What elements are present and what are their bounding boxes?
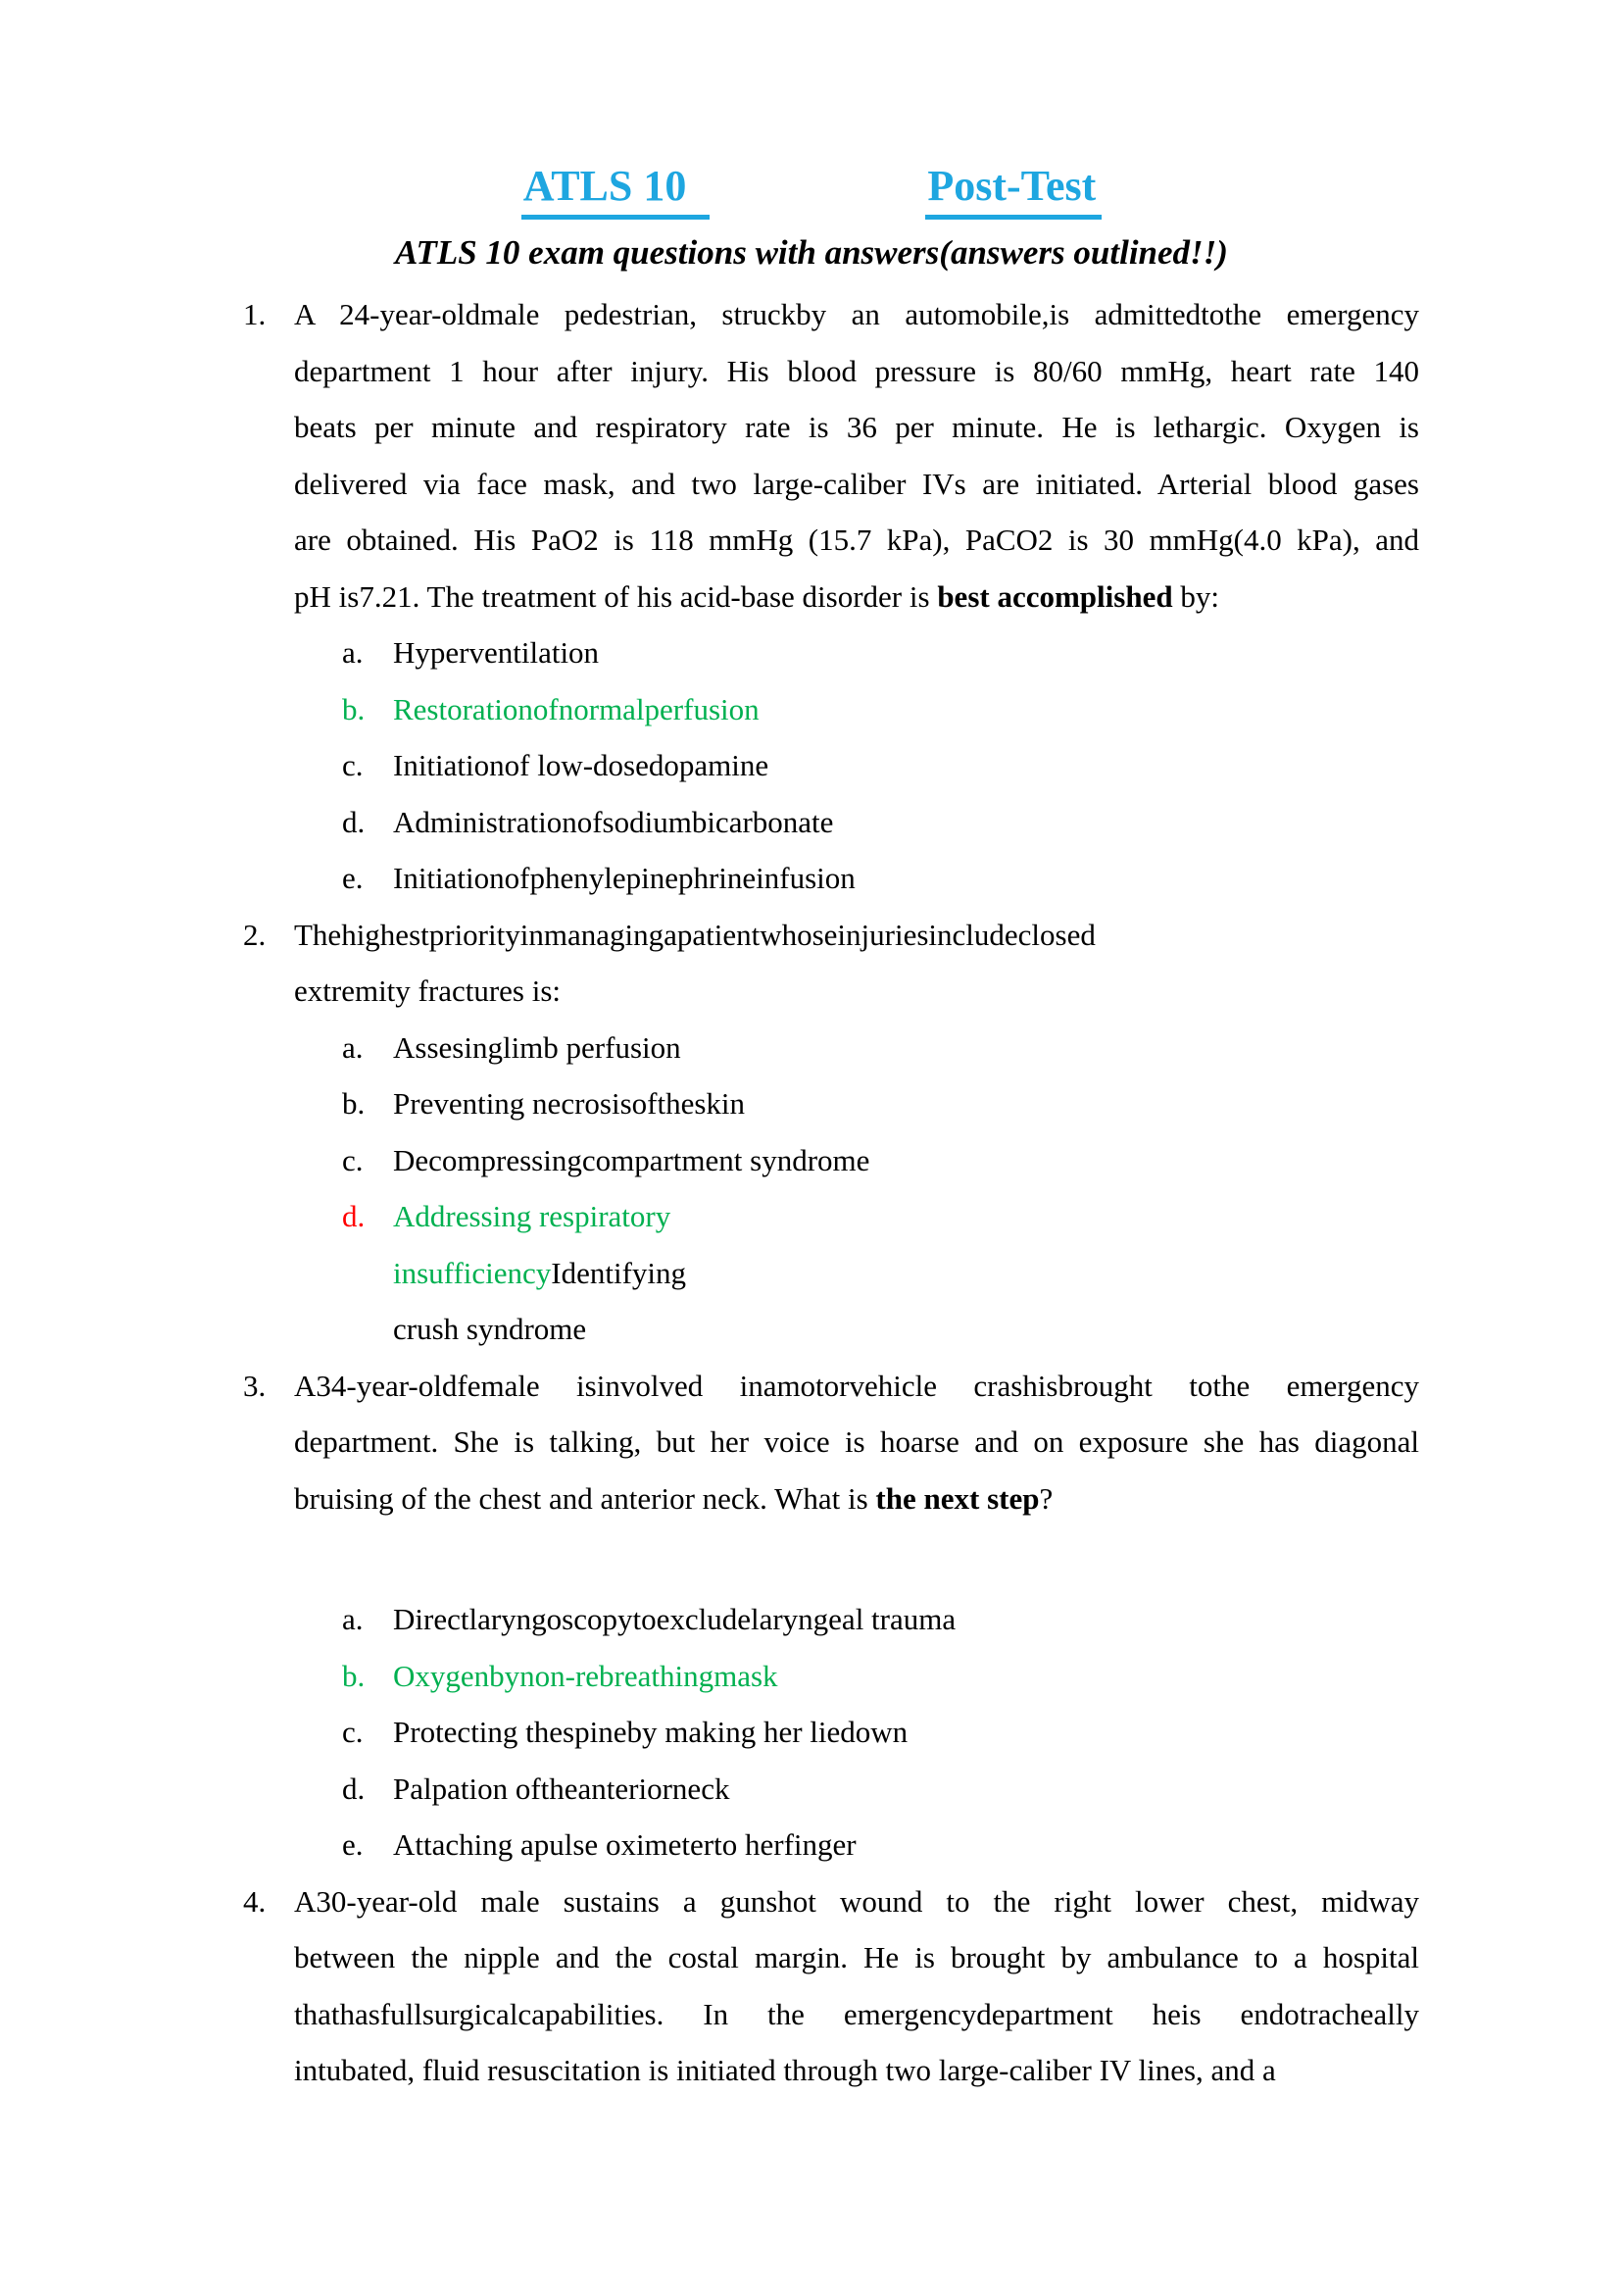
option-row (342, 681, 1427, 738)
option-letter: d. (342, 1771, 366, 1806)
option-row (342, 1648, 1427, 1705)
stem-line: 3. A34-year-oldfemale isinvolved inamotorvehicle crashisbrought tothe emergency (294, 1358, 1419, 1415)
option-text: Administrationofsodiumbicarbonate (393, 804, 834, 839)
option-text: Preventing necrosisoftheskin (393, 1086, 746, 1122)
option-letter: b. (342, 691, 366, 726)
question-number: 1. (243, 297, 267, 332)
doc-subtitle: ATLS 10 exam questions with answers(answers outlined!!) (395, 232, 1228, 272)
option-letter: b. (342, 1658, 366, 1693)
option-row (342, 1075, 1427, 1132)
page-title (0, 162, 1623, 220)
stem-line: delivered via face mask, and two large-caliber IVs are initiated. Arterial blood gases (294, 466, 1419, 501)
option-row (342, 1132, 1427, 1189)
question-1-stem (243, 286, 1419, 624)
blank-line (196, 1526, 1427, 1591)
option-text: Oxygenbynon-rebreathingmask (393, 1658, 778, 1693)
option-letter: d. (342, 804, 366, 839)
option-row (342, 1188, 1427, 1358)
option-letter: e. (342, 861, 364, 896)
option-letter: c. (342, 1715, 364, 1750)
option-text: Hyperventilation (393, 635, 600, 671)
option-text: Palpation oftheanteriorneck (393, 1771, 730, 1806)
stem-line: pH is7.21. The treatment of his acid-base disorder is best accomplished by: (294, 578, 1219, 614)
stem-line: department. She is talking, but her voice is hoarse and on exposure she has diagonal (294, 1424, 1419, 1460)
option-row (342, 737, 1427, 794)
option-letter: a. (342, 1029, 364, 1065)
title-right: Post-Test (925, 162, 1102, 220)
option-text: Addressing respiratory insufficiencyIdentifying crush syndrome (393, 1199, 687, 1347)
option-text: Assesinglimb perfusion (393, 1029, 681, 1065)
option-text: Protecting thespineby making her liedown (393, 1715, 909, 1750)
option-letter: e. (342, 1827, 364, 1863)
option-text: Initiationofphenylepinephrineinfusion (393, 861, 856, 896)
option-letter: d. (342, 1199, 366, 1234)
stem-line: are obtained. His PaO2 is 118 mmHg (15.7 kPa), PaCO2 is 30 mmHg(4.0 kPa), and (294, 523, 1419, 558)
option-row (342, 1591, 1427, 1648)
question-list (196, 286, 1427, 2099)
question-2-stem (243, 907, 1419, 1020)
stem-line: thathasfullsurgicalcapabilities. In the emergencydepartment heis endotracheally (294, 1996, 1419, 2031)
option-text: Decompressingcompartment syndrome (393, 1142, 870, 1177)
option-row (342, 1704, 1427, 1761)
question-1 (196, 286, 1427, 907)
stem-line: bruising of the chest and anterior neck. What is the next step? (294, 1480, 1054, 1516)
option-letter: c. (342, 1142, 364, 1177)
option-letter: a. (342, 1602, 364, 1637)
title-left: ATLS 10 (521, 162, 711, 220)
question-number: 4. (243, 1883, 267, 1919)
question-3 (196, 1358, 1427, 1873)
question-3-stem (243, 1358, 1419, 1527)
option-row (342, 850, 1427, 907)
stem-line: intubated, fluid resuscitation is initiated through two large-caliber IV lines, and a (294, 2053, 1276, 2088)
option-letter: a. (342, 635, 364, 671)
question-number: 2. (243, 917, 267, 952)
option-row (342, 1020, 1427, 1076)
option-row (342, 794, 1427, 851)
question-4-stem (243, 1873, 1419, 2099)
stem-line: 2. Thehighestpriorityinmanagingapatientwhoseinjuriesincludeclosed (294, 907, 1419, 964)
stem-line: 1. A 24-year-oldmale pedestrian, struckby an automobile,is admittedtothe emergency (294, 286, 1419, 343)
option-letter: b. (342, 1086, 366, 1122)
stem-line: beats per minute and respiratory rate is 36 per minute. He is lethargic. Oxygen is (294, 410, 1419, 445)
option-row (342, 624, 1427, 681)
option-text: Restorationofnormalperfusion (393, 691, 760, 726)
stem-line: department 1 hour after injury. His blood pressure is 80/60 mmHg, heart rate 140 (294, 353, 1419, 388)
option-text: Directlaryngoscopytoexcludelaryngeal trauma (393, 1602, 957, 1637)
option-letter: c. (342, 748, 364, 783)
stem-line: 4. A30-year-old male sustains a gunshot wound to the right lower chest, midway (294, 1873, 1419, 1930)
option-text: Attaching apulse oximeterto herfinger (393, 1827, 857, 1863)
option-row (342, 1761, 1427, 1818)
question-2 (196, 907, 1427, 1358)
stem-line: between the nipple and the costal margin. He is brought by ambulance to a hospital (294, 1940, 1419, 1975)
option-text: Initiationof low-dosedopamine (393, 748, 769, 783)
question-4 (196, 1873, 1427, 2099)
stem-line: extremity fractures is: (294, 973, 562, 1009)
option-row (342, 1817, 1427, 1873)
question-number: 3. (243, 1368, 267, 1403)
